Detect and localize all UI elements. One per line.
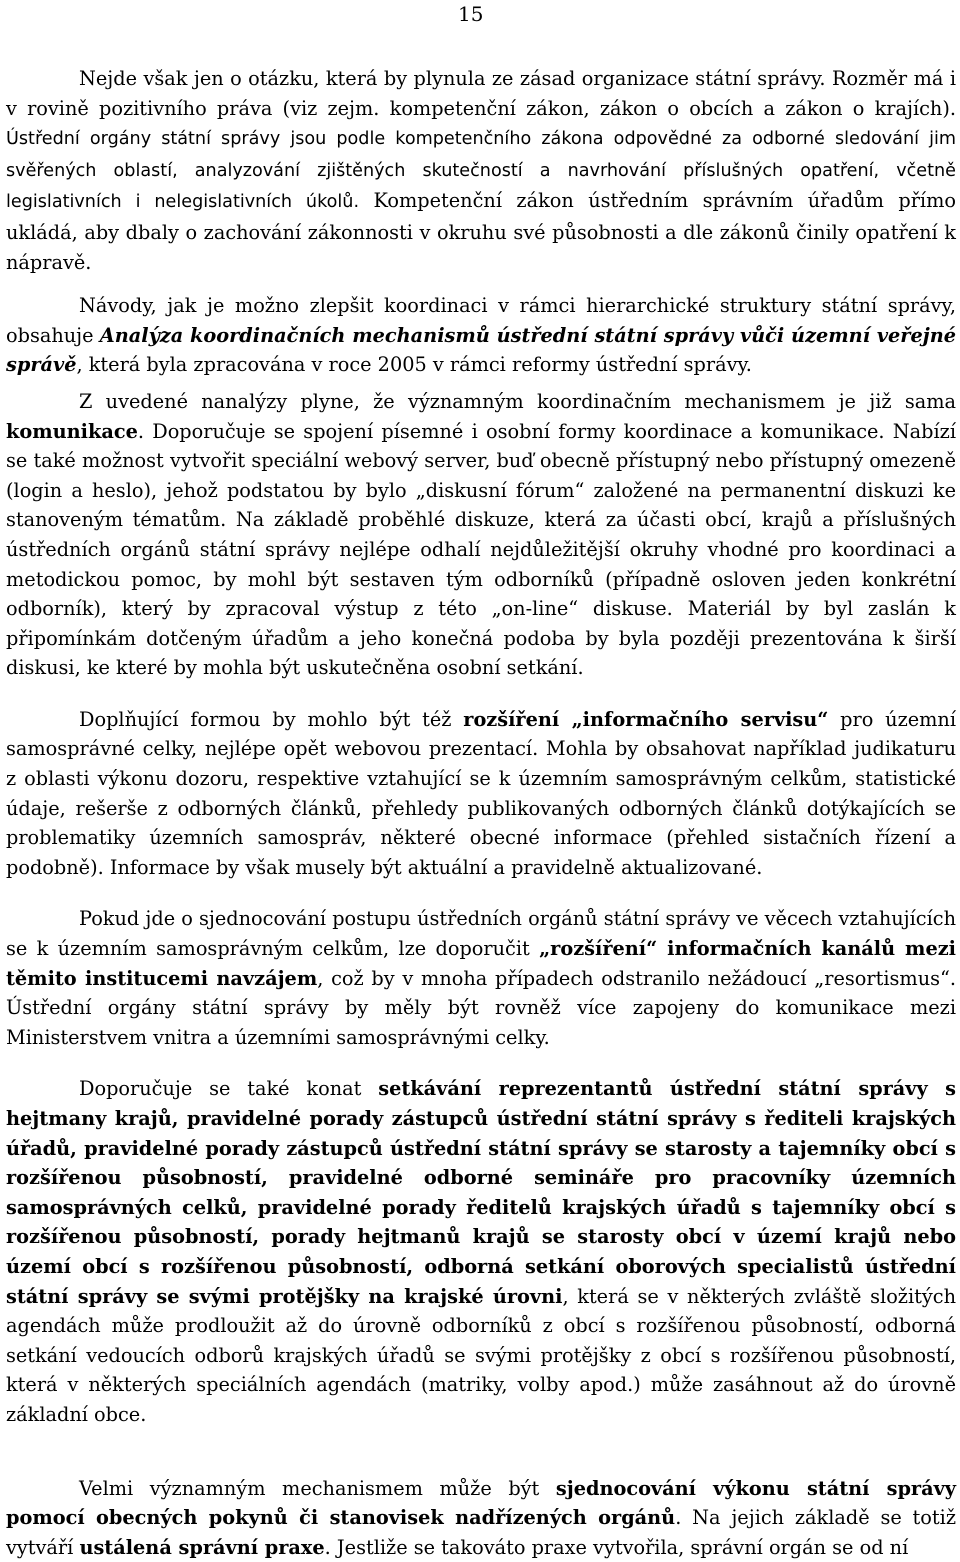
paragraph-3-text-b: . Doporučuje se spojení písemné i osobní formy koordinace a komunikace. Nabízí se také možnost vytvořit speciální webový server, buď obecně přístupný nebo přístupný omezeně (login a heslo), jehož podstatou by bylo „diskusní fórum“ založené na permanentní diskuzi ke stanoveným tématům. Na základě proběhlé diskuze, která za účasti obcí, krajů a příslušných ústředních orgánů státní správy nejlépe odhalí nejdůležitější okruhy vhodné pro koordinaci a metodickou pomoc, by mohl být sestaven tým odborníků (případně osloven jeden konkrétní odborník), který by zpracoval výstup z této „on-line“ diskuse. Materiál by byl zaslán k připomínkám dotčeným úřadům a jeho konečná podoba by byla později prezentována k širší diskusi, ke které by mohla být uskutečněna osobní setkání. [6, 419, 956, 680]
paragraph-4-bold: rozšíření „informačního servisu“ [463, 707, 829, 731]
paragraph-4-text-b: pro územní samosprávné celky, nejlépe opět webovou prezentací. Mohla by obsahovat například judikaturu z oblasti výkonu dozoru, respektive vztahující se k územním samosprávným celkům, statistické údaje, rešerše z odborných článků, přehledy publikovaných odborných článků dotýkajících se problematiky územních samospráv, některé obecné informace (přehled sistačních řízení a podobně). Informace by však musely být aktuální a pravidelně aktualizované. [6, 707, 956, 879]
paragraph-5 [6, 904, 956, 1052]
paragraph-3 [6, 387, 956, 683]
paragraph-7 [6, 1474, 956, 1562]
paragraph-1-text-a: Nejde však jen o otázku, která by plynula ze zásad organizace státní správy. Rozměr má i v rovině pozitivního práva (viz zejm. kompetenční zákon, zákon o obcích a zákon o krajích). [6, 67, 956, 120]
document-body [6, 64, 956, 1562]
paragraph-1-text-c: Kompetenční zákon ústředním správním úřadům přímo ukládá, aby dbaly o zachování zákonnosti v okruhu své působnosti a dle zákonů činily opatření k nápravě. [6, 189, 956, 274]
paragraph-6-text-a: Doporučuje se také konat [79, 1077, 379, 1101]
paragraph-2-text-b: , která byla zpracována v roce 2005 v rámci reformy ústřední správy. [76, 353, 752, 377]
paragraph-7-bold-b: ustálená správní praxe [79, 1535, 325, 1559]
paragraph-5-text-a: Pokud jde o sjednocování postupu ústředních orgánů státní správy ve věcech vztahujících se k územním samosprávným celkům, lze doporučit [6, 907, 956, 961]
paragraph-3-bold: komunikace [6, 419, 138, 443]
paragraph-1 [6, 64, 956, 277]
paragraph-6-bold: setkávání reprezentantů ústřední státní správy s hejtmany krajů, pravidelné porady zástupců ústřední státní správy s řediteli krajských úřadů, pravidelné porady zástupců ústřední státní správy se starosty a tajemníky obcí s rozšířenou působností, pravidelné odborné semináře pro pracovníky územních samosprávných celků, pravidelné porady ředitelů krajských úřadů s tajemníky obcí s rozšířenou působností, porady hejtmanů krajů se starosty obcí v území krajů nebo území obcí s rozšířenou působností, odborná setkání oborových specialistů ústřední státní správy se svými protějšky na krajské úrovni [6, 1077, 956, 1308]
paragraph-6 [6, 1074, 956, 1429]
paragraph-5-bold: „rozšíření“ informačních kanálů mezi těmito institucemi navzájem [6, 937, 957, 990]
paragraph-5-text-b: , což by v mnoha případech odstranilo nežádoucí „resortismus“. Ústřední orgány státní správy by měly být rovněž více zapojeny do komunikace mezi Ministerstvem vnitra a územními samosprávnými celky. [6, 966, 957, 1049]
paragraph-6-text-b: , která se v některých zvláště složitých agendách může prodloužit až do úrovně odborníků z obcí s rozšířenou působností, odborná setkání vedoucích odborů krajských úřadů se svými protějšky z obcí s rozšířenou působností, která v některých speciálních agendách (matriky, volby apod.) může zasáhnout až do úrovně základní obce. [6, 1284, 956, 1426]
paragraph-7-bold-a: sjednocování výkonu státní správy pomocí obecných pokynů či stanovisek nadřízených orgánů [6, 1476, 956, 1530]
paragraph-2 [6, 291, 956, 380]
paragraph-7-text-c: . Jestliže se takováto praxe vytvořila, správní orgán se od ní [324, 1535, 909, 1559]
paragraph-7-text-b: . Na jejich základě se totiž vytváří [6, 1506, 956, 1559]
paragraph-7-text-a: Velmi významným mechanismem může být [79, 1476, 556, 1500]
paragraph-3-text-a: Z uvedené nanalýzy plyne, že významným koordinačním mechanismem je již sama [79, 389, 956, 413]
page-number: 15 [458, 2, 484, 26]
paragraph-2-text-a: Návody, jak je možno zlepšit koordinaci v rámci hierarchické struktury státní správy, obsahuje [6, 294, 956, 347]
paragraph-4-text-a: Doplňující formou by mohlo být též [79, 707, 464, 731]
analysis-title: Analýza koordinačních mechanismů ústřední státní správy vůči územní veřejné správě [6, 323, 956, 377]
paragraph-4 [6, 705, 956, 883]
paragraph-1-text-b: Ústřední orgány státní správy jsou podle kompetenčního zákona odpovědné za odborné sledování jim svěřených oblastí, analyzování zjištěných skutečností a navrhování příslušných opatření, včetně legislativních i nelegislativních úkolů. [6, 129, 956, 213]
